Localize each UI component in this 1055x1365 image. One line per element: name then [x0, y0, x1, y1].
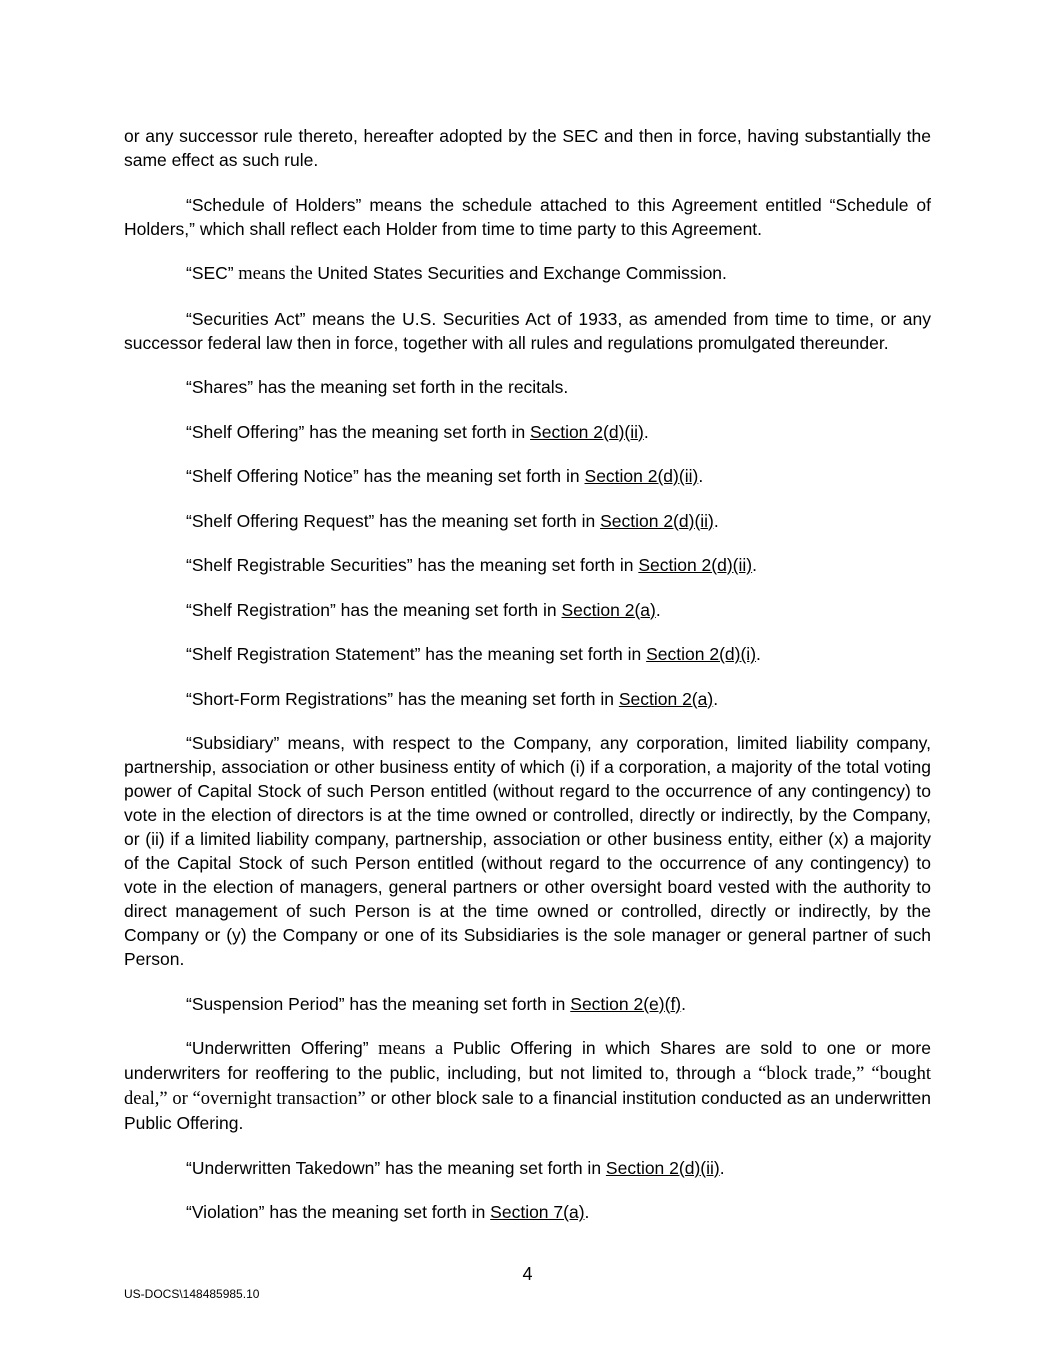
- term: “Subsidiary”: [186, 733, 280, 753]
- term: “Underwritten Offering”: [186, 1038, 369, 1058]
- definition-shelf-offering-request: “Shelf Offering Request” has the meaning set forth in Section 2(d)(ii).: [186, 510, 719, 531]
- definition-subsidiary: “Subsidiary” means, with respect to the Company, any corporation, limited liability company, partnership, association or other business entity of which (i) if a corporation, a majority of the total voting power of Capital Stock of such Person entitled (without regard to the occurrence of any contingency) to vote in the election of directors is at the time owned or controlled, directly or indirectly, by the Company, or (ii) if a limited liability company, partnership, association or other business entity, either (x) a majority of the Capital Stock of such Person entitled (without regard to the occurrence of any contingency) to vote in the election of managers, general partners or other oversight board vested with the authority to direct management of such Person is at the time owned or controlled, directly or indirectly, by the Company or (y) the Company or one of its Subsidiaries is the sole manager or general partner of such Person.: [124, 733, 931, 969]
- term: “Schedule of Holders”: [186, 194, 362, 215]
- term: “Suspension Period”: [186, 993, 345, 1014]
- definition-schedule-of-holders: “Schedule of Holders” means the schedule attached to this Agreement entitled “Schedule of Holders,” which shall reflect each Holder from time to time party to this Agreement.: [124, 194, 931, 239]
- section-reference-link[interactable]: Section 2(d)(i): [646, 644, 757, 664]
- section-reference-link[interactable]: Section 2(d)(ii): [605, 1157, 720, 1178]
- definition-suspension-period: “Suspension Period” has the meaning set forth in Section 2(e)(f).: [186, 993, 687, 1014]
- document-body: [124, 124, 931, 1245]
- definition-shelf-registration: “Shelf Registration” has the meaning set forth in Section 2(a).: [186, 599, 661, 620]
- term: “Shelf Registrable Securities”: [186, 555, 413, 575]
- definition-shelf-registrable-securities: “Shelf Registrable Securities” has the meaning set forth in Section 2(d)(ii).: [186, 555, 757, 575]
- section-reference-link[interactable]: Section 2(d)(ii): [638, 555, 753, 575]
- term: “Shelf Offering Notice”: [186, 466, 359, 486]
- term: “Underwritten Takedown”: [186, 1157, 381, 1178]
- definition-securities-act: “Securities Act” means the U.S. Securities Act of 1933, as amended from time to time, or any successor federal law then in force, together with all rules and regulations promulgated thereunder.: [124, 308, 931, 353]
- definition-short-form-registrations: “Short-Form Registrations” has the meaning set forth in Section 2(a).: [186, 688, 719, 709]
- term: “Shares”: [186, 377, 254, 397]
- term: “SEC”: [186, 263, 234, 283]
- definition-shelf-registration-statement: “Shelf Registration Statement” has the meaning set forth in Section 2(d)(i).: [186, 644, 761, 664]
- page-number: 4: [522, 1264, 533, 1284]
- section-reference-link[interactable]: Section 2(d)(ii): [600, 510, 714, 531]
- term: “Shelf Offering Request”: [186, 510, 375, 531]
- document-id: US-DOCS\148485985.10: [124, 1287, 260, 1301]
- section-reference-link[interactable]: Section 2(a): [561, 599, 656, 620]
- term: “Shelf Registration Statement”: [186, 644, 421, 664]
- definition-shares: “Shares” has the meaning set forth in the recitals.: [186, 377, 569, 397]
- definition-violation: “Violation” has the meaning set forth in Section 7(a).: [186, 1202, 590, 1222]
- definition-shelf-offering: “Shelf Offering” has the meaning set forth in Section 2(d)(ii).: [186, 421, 649, 442]
- term: “Shelf Offering”: [186, 421, 305, 442]
- definition-underwritten-takedown: “Underwritten Takedown” has the meaning set forth in Section 2(d)(ii).: [186, 1157, 725, 1178]
- section-reference-link[interactable]: Section 7(a): [490, 1202, 585, 1222]
- definition-shelf-offering-notice: “Shelf Offering Notice” has the meaning set forth in Section 2(d)(ii).: [186, 466, 704, 486]
- term: “Securities Act”: [186, 308, 306, 329]
- section-reference-link[interactable]: Section 2(a): [618, 688, 714, 709]
- term: “Shelf Registration”: [186, 599, 336, 620]
- definition-sec: “SEC” means the United States Securities and Exchange Commission.: [186, 263, 727, 284]
- section-reference-link[interactable]: Section 2(e)(f): [570, 993, 682, 1014]
- intro-paragraph: or any successor rule thereto, hereafter adopted by the SEC and then in force, having substantially the same effect as such rule.: [124, 126, 931, 170]
- term: “Violation”: [186, 1202, 265, 1222]
- term: “Short-Form Registrations”: [186, 688, 394, 709]
- definition-underwritten-offering: “Underwritten Offering” means a Public Offering in which Shares are sold to one or more underwriters for reoffering to the public, including, but not limited to, through a “block trade,” “bought deal,” or “overnight transaction” or other block sale to a financial institution conducted as an underwritten Public Offering.: [124, 1038, 931, 1133]
- section-reference-link[interactable]: Section 2(d)(ii): [530, 421, 644, 442]
- section-reference-link[interactable]: Section 2(d)(ii): [584, 466, 699, 486]
